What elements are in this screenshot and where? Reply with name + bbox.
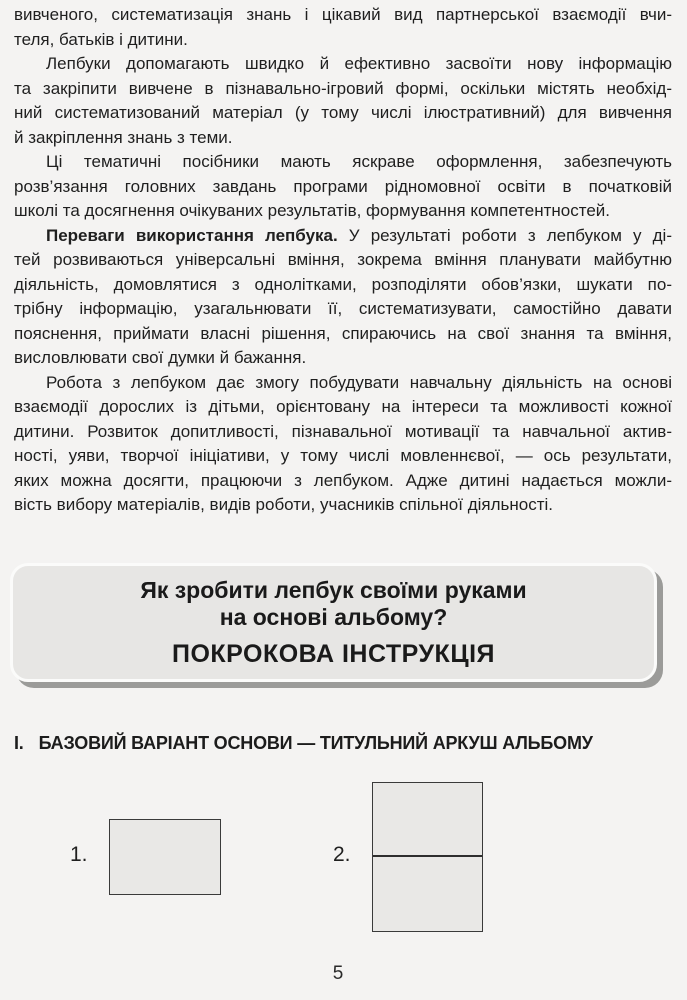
figure-1-label: 1. — [70, 843, 88, 866]
text-run: пояснення, приймати власні рішення, спираючись на свої знання та вміння, — [14, 323, 672, 343]
text-run: дитини. Розвиток допитливості, пізнавальної мотивації та навчальної актив- — [14, 421, 672, 441]
text-run: яких можна досягти, працюючи з лепбуком. Адже дитині надається можли- — [14, 470, 672, 490]
text-run: розв’язання головних завдань програми рідномовної освіти в початковій — [14, 176, 672, 196]
text-run: Лепбуки допомагають швидко й ефективно засвоїти нову інформацію — [46, 54, 672, 73]
text-run: вість вибору матеріалів, видів роботи, учасників спільної діяльності. — [14, 495, 554, 514]
callout-title — [13, 577, 654, 631]
text-run: взаємодії дорослих із дітьми, орієнтовану на інтереси та можливості кожної — [14, 397, 672, 416]
text-run: школі та досягнення очікуваних результатів, формування компетентностей. — [14, 201, 611, 220]
callout-subtitle: ПОКРОКОВА ІНСТРУКЦІЯ — [171, 640, 495, 668]
text-run: тей розвиваються універсальні вміння, зокрема вміння планувати майбутню — [14, 250, 672, 269]
callout-title-line1: Як зробити лепбук своїми руками — [140, 577, 527, 603]
text-line — [14, 248, 672, 273]
text-run: висловлювати свої думки й бажання. — [14, 348, 307, 367]
text-run: вивченого, систематизація знань і цікавий вид партнерської взаємодії вчи- — [14, 5, 672, 24]
text-run: У результаті роботи з лепбуком у ді- — [337, 225, 672, 245]
text-line — [14, 395, 672, 420]
text-line — [14, 150, 672, 175]
page-number: 5 — [332, 963, 344, 984]
figure-2-rectangle — [372, 782, 483, 932]
text-line — [14, 346, 672, 371]
text-run: ності, уяви, творчої ініціативи, у тому числі мовленнєвої, — ось результати, — [14, 446, 672, 465]
text-run: ний систематизований матеріал (у тому числі ілюстративний) для вивчення — [14, 103, 672, 122]
figure-1-rectangle — [109, 819, 221, 895]
text-line — [14, 101, 672, 126]
text-line — [14, 52, 672, 77]
text-line — [14, 3, 672, 28]
text-line — [14, 469, 672, 494]
text-line — [14, 444, 672, 469]
section-heading-text: БАЗОВИЙ ВАРІАНТ ОСНОВИ — ТИТУЛЬНИЙ АРКУШ АЛЬБОМУ — [38, 733, 593, 753]
text-line — [14, 28, 672, 53]
text-run: й закріплення знань з теми. — [14, 127, 233, 147]
text-line — [14, 297, 672, 322]
body-text — [14, 3, 672, 518]
bold-run: Переваги використання лепбука. — [46, 225, 338, 245]
text-line — [14, 371, 672, 396]
section-numeral: І. — [14, 733, 24, 753]
text-run: та закріпити вивчене в пізнавально-ігровий формі, оскільки містять необхід- — [14, 78, 672, 98]
callout-box — [10, 563, 657, 682]
text-line — [14, 199, 672, 224]
text-line — [14, 273, 672, 298]
text-line — [14, 224, 672, 249]
text-line — [14, 493, 672, 518]
text-run: теля, батьків і дитини. — [14, 29, 188, 49]
text-line — [14, 420, 672, 445]
text-run: діяльність, домовлятися з однолітками, розподіляти обов’язки, шукати по- — [14, 274, 672, 294]
text-line — [14, 77, 672, 102]
figure-2-fold-line — [373, 855, 482, 857]
text-run: Ці тематичні посібники мають яскраве оформлення, забезпечують — [46, 152, 672, 171]
callout-title-line2: на основі альбому? — [219, 604, 448, 630]
section-heading — [14, 733, 674, 754]
text-run: трібну інформацію, узагальнювати її, систематизувати, самостійно давати — [14, 299, 672, 318]
text-line — [14, 322, 672, 347]
text-line — [14, 126, 672, 151]
text-line — [14, 175, 672, 200]
text-run: Робота з лепбуком дає змогу побудувати навчальну діяльність на основі — [46, 372, 672, 392]
figure-2-label: 2. — [333, 843, 351, 866]
